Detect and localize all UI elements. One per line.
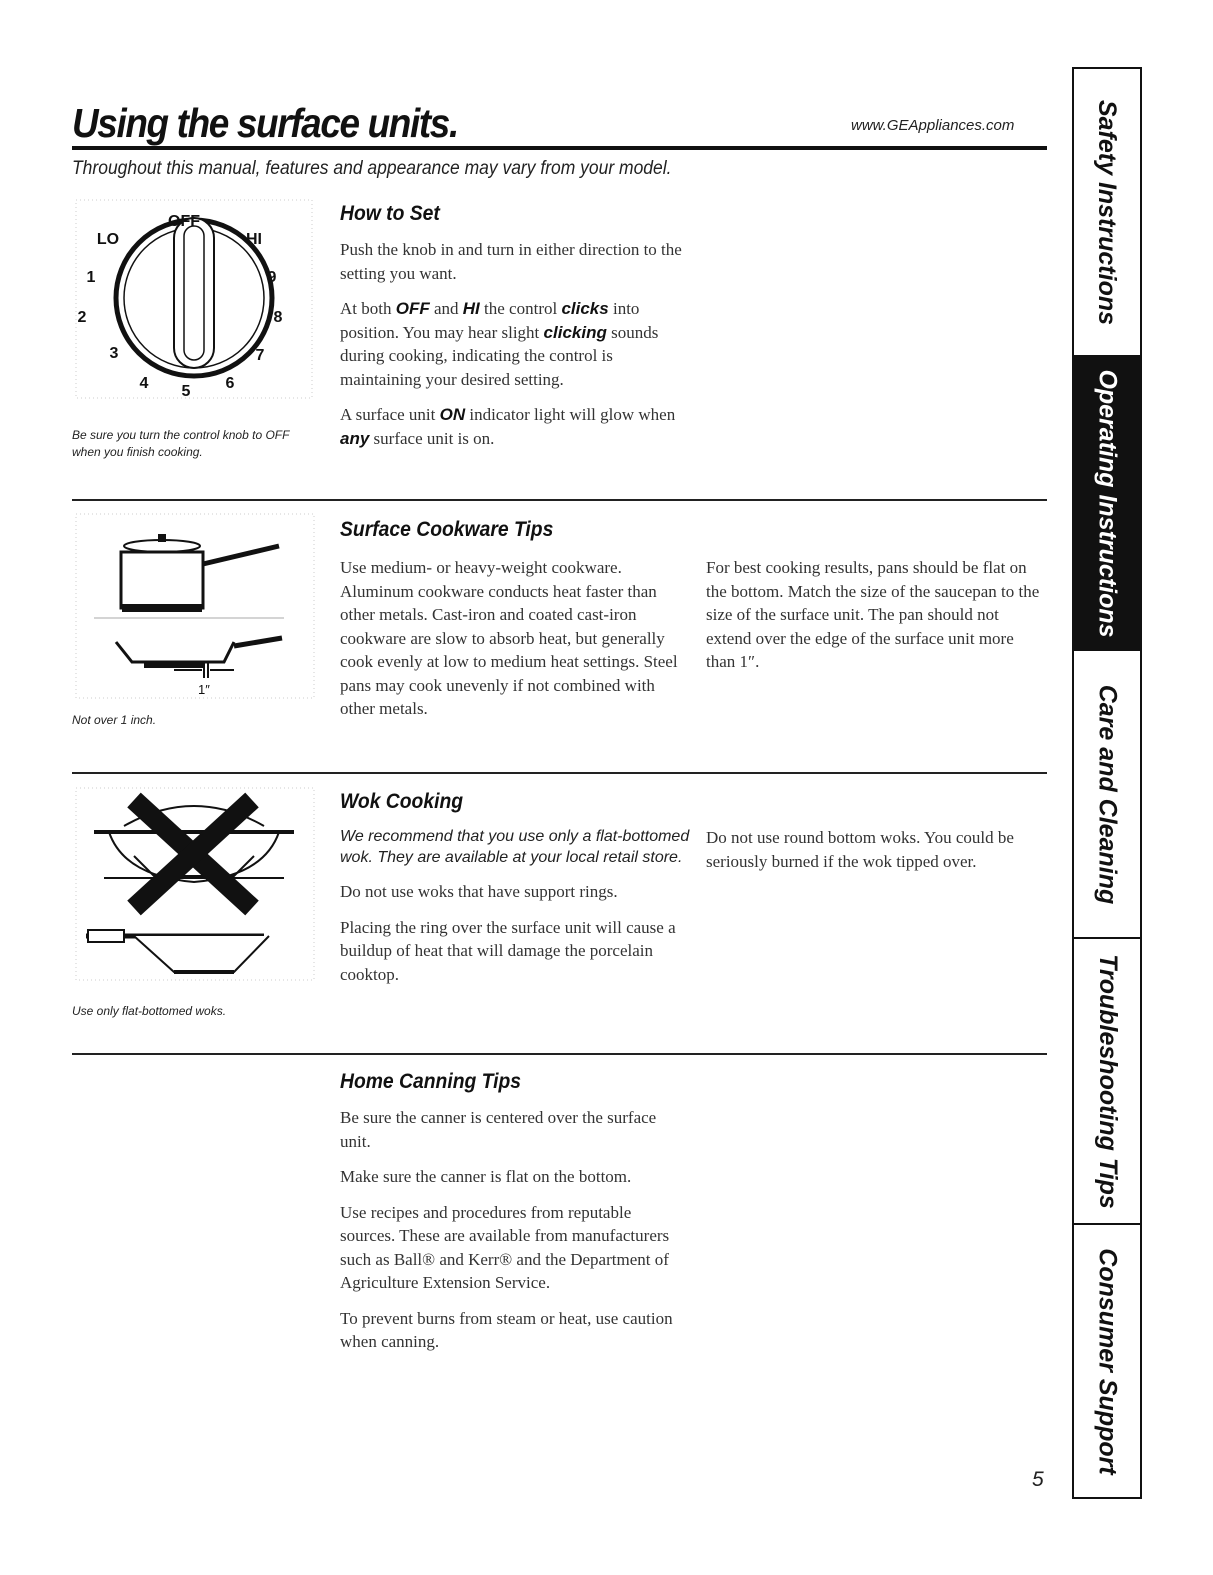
page-subtitle: Throughout this manual, features and appearance may vary from your model. [72, 158, 672, 179]
wok-caption: Use only flat-bottomed woks. [72, 1004, 227, 1018]
canning-p3: Use recipes and procedures from reputable sources. These are available from manufacturers such as Ball® and Kerr® and the Department of Agriculture Extension Service. [340, 1202, 670, 1292]
wok-heading: Wok Cooking [340, 790, 464, 813]
section-divider [72, 499, 1047, 501]
page-number: 5 [1032, 1468, 1044, 1491]
cookware-figure [74, 512, 319, 702]
knob-label-4: 4 [139, 375, 149, 392]
how-to-set-p3: A surface unit ON indicator light will glow when any surface unit is on. [340, 405, 676, 448]
tab-label: Care and Cleaning [1093, 684, 1122, 904]
knob-label-7: 7 [255, 347, 265, 364]
wok-p1: Do not use woks that have support rings. [340, 882, 618, 901]
tab-safety-instructions[interactable] [1074, 69, 1140, 355]
section-divider [72, 772, 1047, 774]
knob-label-2: 2 [77, 309, 87, 326]
tab-label: Consumer Support [1093, 1247, 1122, 1475]
section-tabs [1072, 67, 1142, 1499]
tab-label: Safety Instructions [1093, 99, 1122, 325]
tab-consumer-support[interactable] [1074, 1225, 1140, 1497]
canning-p4: To prevent burns from steam or heat, use caution when canning. [340, 1308, 673, 1351]
wok-col2: Do not use round bottom woks. You could be seriously burned if the wok tipped over. [706, 828, 1014, 871]
cookware-heading: Surface Cookware Tips [340, 518, 554, 541]
how-to-set-text [340, 238, 685, 462]
cookware-caption: Not over 1 inch. [72, 713, 157, 727]
header-rule [72, 146, 1047, 150]
how-to-set-p2: At both OFF and HI the control clicks into position. You may hear slight clicking sounds during cooking, indicating the control is maintaining your desired setting. [340, 299, 659, 389]
knob-label-1: 1 [86, 269, 96, 286]
control-knob-figure [74, 198, 314, 403]
website-url[interactable]: www.GEAppliances.com [851, 117, 1015, 134]
wok-p2: Placing the ring over the surface unit will cause a buildup of heat that will damage the porcelain cooktop. [340, 917, 676, 984]
tab-troubleshooting-tips[interactable] [1074, 939, 1140, 1223]
knob-label-off: OFF [168, 213, 200, 230]
knob-label-6: 6 [225, 375, 235, 392]
knob-caption: Be sure you turn the control knob to OFF when you finish cooking. [72, 428, 290, 459]
knob-grip [174, 218, 214, 368]
knob-label-3: 3 [109, 345, 119, 362]
tab-operating-instructions[interactable] [1074, 355, 1140, 651]
knob-label-5: 5 [181, 383, 191, 400]
wok-figure [74, 786, 319, 986]
tab-label: Troubleshooting Tips [1093, 953, 1122, 1209]
canning-p1: Be sure the canner is centered over the surface unit. [340, 1108, 657, 1151]
canning-heading: Home Canning Tips [340, 1070, 522, 1093]
page-title: Using the surface units. [72, 100, 458, 146]
knob-label-8: 8 [273, 309, 283, 326]
cookware-col1: Use medium- or heavy-weight cookware. Aluminum cookware conducts heat faster than other metals. Cast-iron and coated cast-iron cookware are slow to absorb heat, but generally cook evenly at low to medium heat settings. Steel pans may cook unevenly if not combined with other metals. [340, 558, 678, 718]
knob-label-hi: HI [246, 231, 262, 248]
canning-text [340, 1106, 685, 1366]
wok-intro: We recommend that you use only a flat-bottomed wok. They are available at your local retail store. [340, 828, 690, 866]
wok-col1 [340, 826, 695, 998]
one-inch-label: 1″ [198, 682, 210, 697]
how-to-set-heading: How to Set [340, 202, 440, 225]
section-divider [72, 1053, 1047, 1055]
knob-label-9: 9 [267, 269, 277, 286]
cookware-col2: For best cooking results, pans should be flat on the bottom. Match the size of the saucepan to the size of the surface unit. The pan should not extend over the edge of the surface unit more than 1″. [706, 558, 1040, 671]
how-to-set-p1: Push the knob in and turn in either direction to the setting you want. [340, 240, 682, 283]
tab-care-and-cleaning[interactable] [1074, 651, 1140, 937]
tab-label: Operating Instructions [1093, 368, 1122, 638]
knob-label-lo: LO [96, 231, 120, 248]
canning-p2: Make sure the canner is flat on the bottom. [340, 1167, 632, 1186]
